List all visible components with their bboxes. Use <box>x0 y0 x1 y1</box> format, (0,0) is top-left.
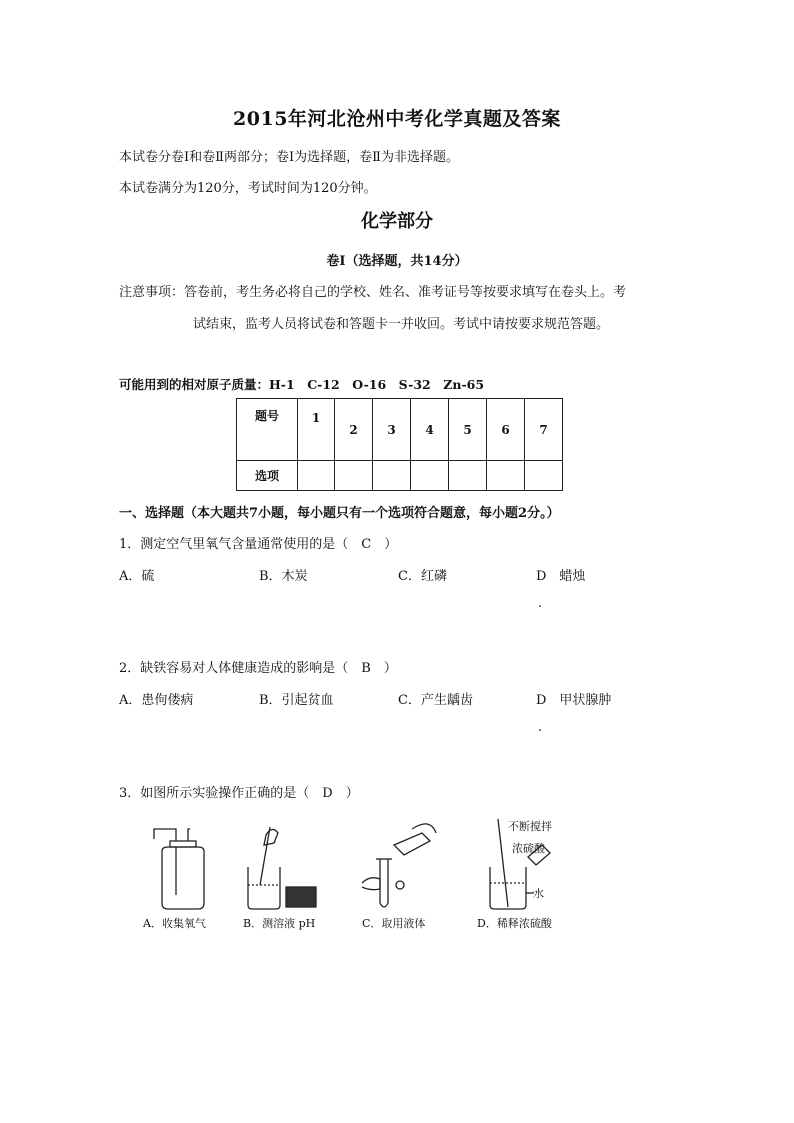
notice-line-2: 试结束，监考人员将试卷和答题卡一并收回。考试中请按要求规范答题。 <box>193 317 610 332</box>
question-2-option-a: A．患佝偻病 <box>119 693 194 708</box>
question-2-option-c: C．产生龋齿 <box>398 693 473 708</box>
notice-line-1: 注意事项：答卷前，考生务必将自己的学校、姓名、准考证号等按要求填写在卷头上。考 <box>119 285 627 300</box>
figure-caption-d: D．稀释浓硫酸 <box>477 917 552 930</box>
table-cell-number: 3 <box>373 399 411 461</box>
figure-caption-a: A．收集氧气 <box>143 917 206 930</box>
part-title: 卷Ⅰ（选择题，共14分） <box>326 254 468 269</box>
intro-line-2: 本试卷满分为120分，考试时间为120分钟。 <box>119 181 377 196</box>
table-answer-cell[interactable] <box>373 461 411 491</box>
table-cell-number: 1 <box>298 399 335 461</box>
question-1-option-c: C．红磷 <box>398 569 447 584</box>
table-answer-cell[interactable] <box>298 461 335 491</box>
question-2-stem: 2．缺铁容易对人体健康造成的影响是（ B ） <box>119 661 397 676</box>
acid-annotation: 浓硫酸 <box>512 842 545 855</box>
water-annotation: 水 <box>533 887 544 900</box>
section-1-heading: 一、选择题（本大题共7小题，每小题只有一个选项符合题意，每小题2分。） <box>119 506 560 521</box>
table-answer-cell[interactable] <box>449 461 487 491</box>
figure-caption-c: C．取用液体 <box>362 917 426 930</box>
figure-caption-b: B．测溶液 pH <box>243 917 316 930</box>
intro-line-1: 本试卷分卷Ⅰ和卷Ⅱ两部分；卷Ⅰ为选择题，卷Ⅱ为非选择题。 <box>119 150 459 165</box>
table-cell-number: 2 <box>335 399 373 461</box>
question-2-dot: . <box>538 720 543 735</box>
answer-table <box>236 398 563 491</box>
atomic-masses: 可能用到的相对原子质量：H-1 C-12 O-16 S-32 Zn-65 <box>119 377 485 392</box>
question-2-option-d: D 甲状腺肿 <box>536 693 612 708</box>
table-cell-number: 4 <box>411 399 449 461</box>
page-title: 2015年河北沧州中考化学真题及答案 <box>233 108 561 130</box>
pour-liquid-illustration <box>362 824 436 907</box>
ph-test-illustration <box>248 827 316 909</box>
stir-annotation: 不断搅拌 <box>508 820 552 833</box>
question-1-dot: . <box>538 596 543 611</box>
table-answer-cell[interactable] <box>525 461 563 491</box>
question-3-stem: 3．如图所示实验操作正确的是（ D ） <box>119 786 359 801</box>
table-header-question-number: 题号 <box>237 399 298 461</box>
table-cell-number: 6 <box>487 399 525 461</box>
table-answer-cell[interactable] <box>411 461 449 491</box>
question-2-option-b: B．引起贫血 <box>259 693 334 708</box>
table-cell-number: 7 <box>525 399 563 461</box>
question-1-stem: 1．测定空气里氧气含量通常使用的是（ C ） <box>119 537 398 552</box>
table-answer-cell[interactable] <box>335 461 373 491</box>
question-1-option-b: B．木炭 <box>259 569 308 584</box>
section-title: 化学部分 <box>361 211 433 232</box>
table-header-option: 选项 <box>237 461 298 491</box>
question-1-option-a: A．硫 <box>119 569 155 584</box>
question-1-option-d: D 蜡烛 <box>536 569 586 584</box>
table-answer-cell[interactable] <box>487 461 525 491</box>
table-cell-number: 5 <box>449 399 487 461</box>
gas-bottle-illustration <box>154 829 204 909</box>
